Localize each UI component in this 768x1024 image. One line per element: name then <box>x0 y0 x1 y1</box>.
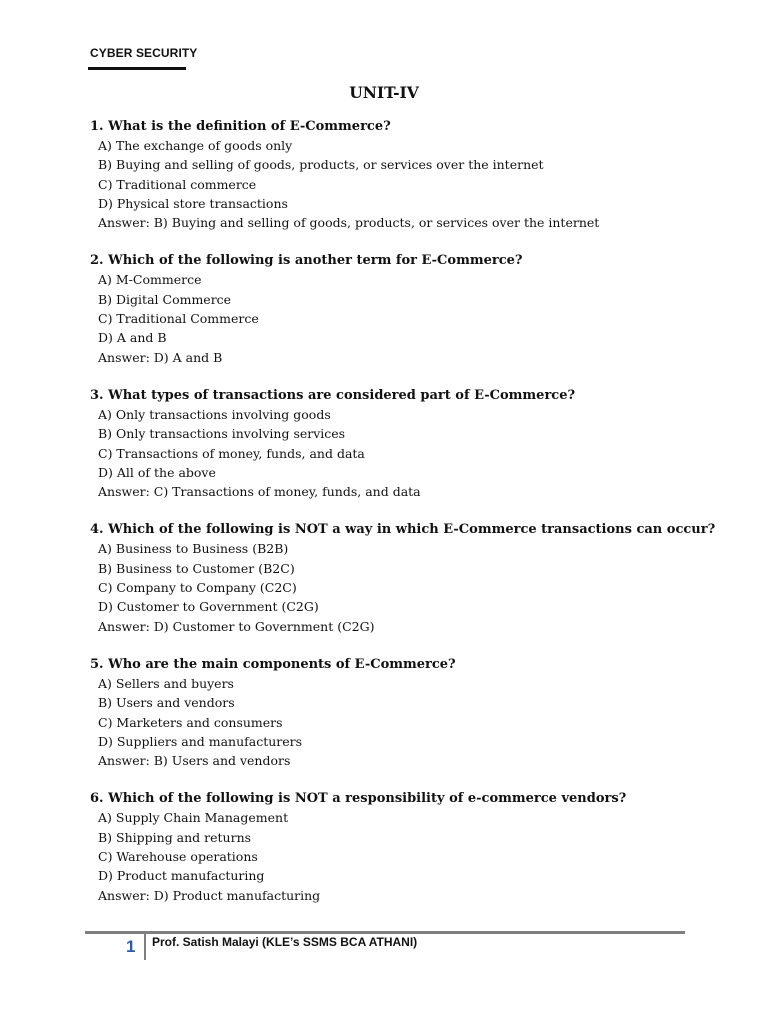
question-block <box>90 117 710 232</box>
answer-line: Answer: D) Product manufacturing <box>98 887 321 903</box>
page-number: 1 <box>126 937 136 956</box>
question-list <box>90 117 716 924</box>
option-d: D) All of the above <box>98 464 216 480</box>
option-a: A) Business to Business (B2B) <box>98 541 289 557</box>
option-b: B) Shipping and returns <box>98 829 252 845</box>
answer-line: Answer: B) Buying and selling of goods, products, or services over the internet <box>98 215 600 231</box>
option-a: A) Only transactions involving goods <box>98 406 331 422</box>
option-c: C) Warehouse operations <box>98 849 258 865</box>
answer-line: Answer: D) A and B <box>98 349 223 365</box>
question-text: 3. What types of transactions are considered part of E-Commerce? <box>90 387 576 403</box>
answer-line: Answer: C) Transactions of money, funds, and data <box>98 484 421 500</box>
option-a: A) Sellers and buyers <box>98 675 234 691</box>
question-text: 1. What is the definition of E-Commerce? <box>90 119 391 134</box>
footer-author: Prof. Satish Malayi (KLE’s SSMS BCA ATHANI) <box>152 935 418 949</box>
answer-line: Answer: B) Users and vendors <box>98 753 291 769</box>
question-text: 2. Which of the following is another term for E-Commerce? <box>90 253 523 269</box>
option-a: A) M-Commerce <box>98 272 202 288</box>
option-c: C) Marketers and consumers <box>98 714 283 730</box>
option-c: C) Traditional commerce <box>98 176 257 192</box>
footer-rule <box>85 931 685 934</box>
option-d: D) Physical store transactions <box>98 195 288 211</box>
question-text: 5. Who are the main components of E-Commerce? <box>90 656 456 672</box>
option-a: A) The exchange of goods only <box>98 138 293 153</box>
option-c: C) Company to Company (C2C) <box>98 580 297 596</box>
question-block <box>90 655 710 770</box>
header-underline <box>88 67 186 70</box>
unit-title: UNIT-IV <box>349 83 419 102</box>
option-b: B) Digital Commerce <box>98 291 232 307</box>
question-block <box>90 520 716 635</box>
question-block <box>90 386 710 501</box>
option-c: C) Transactions of money, funds, and data <box>98 445 365 461</box>
option-c: C) Traditional Commerce <box>98 311 259 327</box>
question-text: 6. Which of the following is NOT a responsibility of e-commerce vendors? <box>90 791 627 807</box>
option-d: D) Customer to Government (C2G) <box>98 599 319 615</box>
option-b: B) Business to Customer (B2C) <box>98 560 295 576</box>
option-d: D) A and B <box>98 330 167 346</box>
header-title: CYBER SECURITY <box>90 46 198 60</box>
option-a: A) Supply Chain Management <box>98 810 289 826</box>
option-b: B) Only transactions involving services <box>98 426 346 442</box>
question-text: 4. Which of the following is NOT a way in which E-Commerce transactions can occur? <box>90 522 716 538</box>
footer-separator <box>144 934 146 960</box>
answer-line: Answer: D) Customer to Government (C2G) <box>98 618 375 634</box>
question-block <box>90 789 710 904</box>
question-block <box>90 251 710 366</box>
option-b: B) Users and vendors <box>98 695 235 711</box>
option-d: D) Product manufacturing <box>98 868 265 884</box>
option-b: B) Buying and selling of goods, products, or services over the internet <box>98 157 544 173</box>
option-d: D) Suppliers and manufacturers <box>98 733 303 749</box>
